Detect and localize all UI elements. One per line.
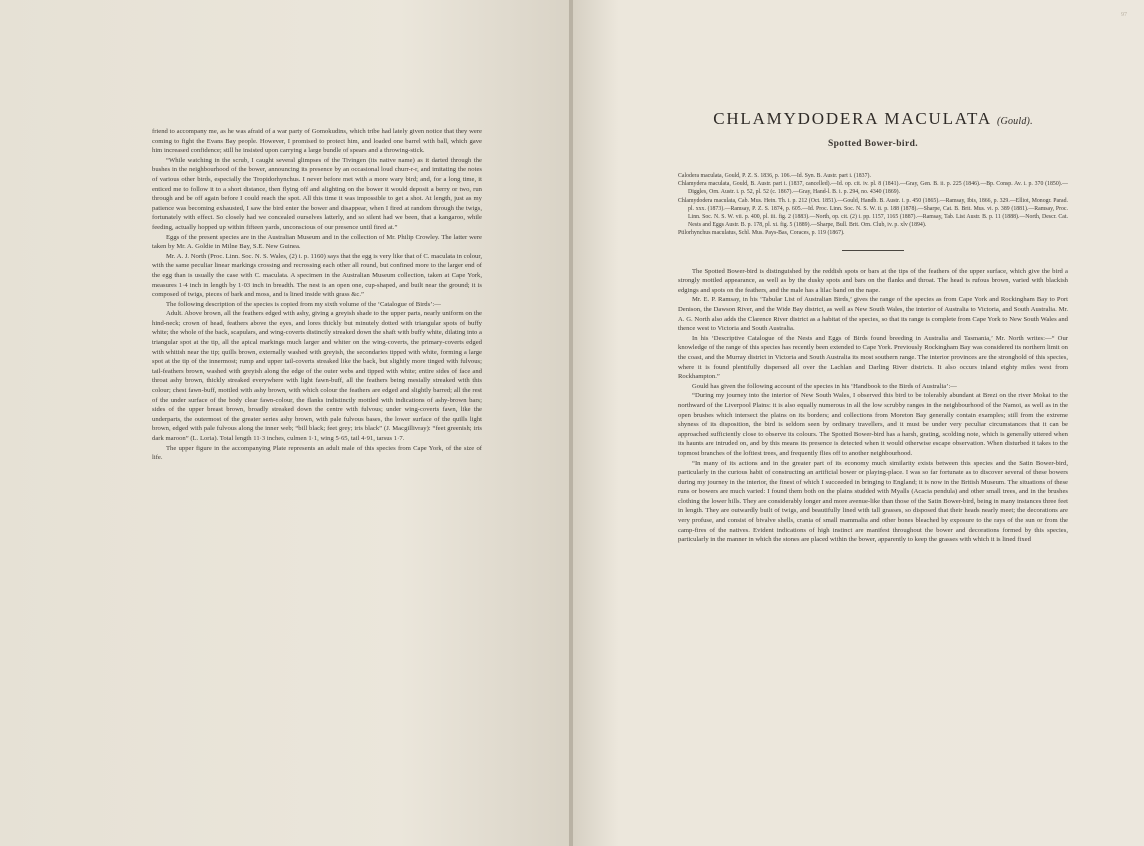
- paragraph: “During my journey into the interior of New South Wales, I observed this bird to be tolerably abundant at Brezi on the river Mokai to the northward of the Liverpool Plains: it is also equally numerous in all the low scrubby ranges in the neighbourhood of the Namoi, as well as in the open brushes which intersect the plains on its borders; and collections from Moreton Bay generally contain examples; still from the extreme shyness of its disposition, the bird is seldom seen by ordinary travellers, and it must be under very peculiar circumstances that it can be approached sufficiently close to observe its colours. The Spotted Bower-bird has a harsh, grating, scolding note, which is generally uttered when its haunts are intruded on, and by this means its presence is detected when it would otherwise escape observation. When disturbed it takes to the topmost branches of the loftiest trees, and frequently flies off to another neighbourhood.: [678, 392, 1068, 457]
- species-title: [678, 109, 1068, 129]
- synonym-entry: Ptilorhynchus maculatus, Schl. Mus. Pays-Bas, Coraces, p. 119 (1867).: [678, 230, 845, 237]
- paragraph: Eggs of the present species are in the Australian Museum and in the collection of Mr. Philip Crowley. The latter were taken by Mr. A. Goldie in Milne Bay, S.E. New Guinea.: [152, 233, 482, 251]
- paragraph: Adult. Above brown, all the feathers edged with ashy, giving a greyish shade to the upper parts, nearly uniform on the hind-neck; crown of head, feathers above the eyes, and lores thickly but minutely dotted with triangular spots of buffy white; the whole of the back, scapulars, and wing-coverts distinctly streaked down the shaft with buffy white, dilating into a triangular spot at the tip, all the apical markings much larger and whiter on the wing-coverts, the primary-coverts edged with whitish near the tip; quills brown, externally washed with greyish, the secondaries tipped with white, forming a large spot at the tip of the innermost; rump and upper tail-coverts streaked like the back, but slightly more tinged with fulvous; tail-feathers brown, washed with greyish along the edge of the outer webs and tipped with white; entire sides of face and throat ashy brown, thickly streaked everywhere with light fawn-buff, all the feathers being mesially streaked with this colour; chest fawn-buff, mottled with ashy brown, with which colour the feathers are edged and slightly barred; all the rest of the under surface of the body clear fawn-colour, the flanks indistinctly mottled with indications of ashy-brown bars; sides of the upper breast brown, broadly streaked down the centre with fulvous; under wing-coverts fawn, like the underparts, the outermost of the greater series ashy brown, with pale fulvous bases, the lower surface of the quills light brown, edged with pale fulvous along the inner web; “bill black; feet grey; iris black” (J. Macgillivray): “feet greenish; iris dark maroon” (L. Loria). Total length 11·3 inches, culmen 1·1, wing 5·65, tail 4·91, tarsus 1·7.: [152, 310, 482, 442]
- synonym-entry: Chlamydodera maculata, Cab. Mus. Hein. Th. i. p. 212 (Oct. 1851).—Gould, Handb. B. Austr. i. p. 450 (1865).—Ramsay, Ibis, 1866, p. 329.—Elliot, Monogr. Parad. pl. xxx. (1873).—Ramsay, P. Z. S. 1874, p. 605.—Id. Proc. Linn. Soc. N. S. W. ii. p. 188 (1878).—Sharpe, Cat. B. Brit. Mus. vi. p. 389 (1881).—Ramsay, Proc. Linn. Soc. N. S. W. vii. p. 400, pl. iii. fig. 2 (1883).—North, op. cit. (2) i. pp. 1157, 1165 (1887).—Ramsay, Tab. List Austr. B. p. 11 (1888).—North, Descr. Cat. Nests and Eggs Austr. B. p. 178, pl. xi. fig. 5 (1889).—Sharpe, Bull. Brit. Orn. Club, iv. p. xlv (1894).: [678, 197, 1068, 229]
- common-name: Spotted Bower-bird.: [827, 139, 919, 149]
- left-page-text: [152, 127, 482, 463]
- synonym-entry: Calodera maculata, Gould, P. Z. S. 1836, p. 106.—Id. Syn. B. Austr. part i. (1837).: [678, 173, 871, 179]
- paragraph: In his ‘Descriptive Catalogue of the Nests and Eggs of Birds found breeding in Australia and Tasmania,’ Mr. North writes:—“ Our knowledge of the range of this species has recently been extended to Cape York. Previously Rockingham Bay was considered its northern limit on the coast, and the Murray district in Victoria and South Australia its most southern range. The interior provinces are the stronghold of this species, where it is found plentifully dispersed all over the Lachlan and Darling River districts. It also occurs inland eighty miles west from Rockhampton.”: [678, 334, 1068, 381]
- paragraph: Mr. A. J. North (Proc. Linn. Soc. N. S. Wales, (2) i. p. 1160) says that the egg is very like that of C. maculata in colour, with the same peculiar linear markings crossing and recrossing each other all round, but confined more to the larger end of the egg than is usually the case with C. maculata. A specimen in the Australian Museum collection, taken at Cape York, measures 1·4 inch in length by 1·03 inch in breadth. The nest is an open one, cup-shaped, and built near the ground; it is composed of twigs, pieces of bark and moss, and is lined inside with grass &c.”: [152, 252, 482, 299]
- paragraph: friend to accompany me, as he was afraid of a war party of Gomokudins, which tribe had lately given notice that they were coming to fight the Evans Bay people. However, I promised to protect him, and loaded one barrel with ball, which gave him increased confidence; still he insisted upon carrying a large bundle of spears and a throwing-stick.: [152, 128, 482, 155]
- right-page: [573, 0, 1144, 846]
- title-block: [678, 109, 1068, 149]
- paragraph: “While watching in the scrub, I caught several glimpses of the Tivingen (its native name) as it darted through the bushes in the neighbourhood of the bower, announcing its presence by an occasional loud churr-r-r, and imitating the notes of various other birds, especially the Tropidorhynchus. I never before met with a more wary bird; and, for a long time, it enticed me to follow it to a short distance, then flying off and alighting on the bower it would deposit a berry or two, run through and be off again before I could reach the spot. All this time it was impossible to get a shot. At length, just as my patience was becoming exhausted, I saw the bird enter the bower and disappear, when I fired at random through the twigs, fortunately with effect. So closely had we concealed ourselves latterly, and so silent had we been, that a kangaroo, while feeding, actually hopped up within fifteen yards, unconscious of our presence until fired at.”: [152, 156, 482, 231]
- section-divider: [842, 250, 904, 251]
- synonymy: [678, 172, 1068, 238]
- synonym-entry: Chlamydera maculata, Gould, B. Austr. part i. (1837, cancelled).—Id. op. cit. iv. pl. 8 (1841).—Gray, Gen. B. ii. p. 225 (1846).—Bp. Consp. Av. i. p. 370 (1850).—Diggles, Orn. Austr. i. p. 52, pl. 52 (c. 1867).—Gray, Hand-l. B. i. p. 294, no. 4340 (1869).: [678, 181, 1068, 196]
- paragraph: Mr. E. P. Ramsay, in his ‘Tabular List of Australian Birds,’ gives the range of the species as from Cape York and Rockingham Bay to Port Denison, the Dawson River, and the Wide Bay district, as well as New South Wales, the interior of Australia to Victoria, and South Australia. Mr. A. G. North also adds the Clarence River district as a habitat of the species, so that its range is complete from Cape York to New South Wales and thence west to Victoria and South Australia.: [678, 296, 1068, 333]
- paragraph: Gould has given the following account of the species in his ‘Handbook to the Birds of Australia’:—: [692, 382, 957, 390]
- left-page: [0, 0, 571, 846]
- right-page-text: [678, 172, 1068, 545]
- page-number: 97: [1121, 12, 1127, 18]
- paragraph: The following description of the species is copied from my sixth volume of the ‘Catalogue of Birds’:—: [166, 300, 441, 308]
- species-author: (Gould).: [997, 116, 1033, 127]
- paragraph: The Spotted Bower-bird is distinguished by the reddish spots or bars at the tips of the feathers of the upper surface, which give the bird a strongly mottled appearance, as well as by the dusky spots and bars on the flanks and throat. The head is rufous brown, varied with blackish edgings and spots on the feathers, and the male has a lilac band on the nape.: [678, 267, 1068, 294]
- species-name: CHLAMYDODERA MACULATA: [713, 109, 991, 128]
- paragraph: “In many of its actions and in the greater part of its economy much similarity exists between this species and the Satin Bower-bird, particularly in the curious habit of constructing an artificial bower or playing-place. I was so far fortunate as to discover several of these bowers during my journey in the interior, the finest of which I succeeded in bringing to England; it is now in the British Museum. The situations of these runs or bowers are much varied: I found them both on the plains studded with Myalls (Acacia pendula) and other small trees, and in the brushes clothing the lower hills. They are considerably longer and more avenue-like than those of the Satin Bower-bird, being in many instances three feet in length. They are outwardly built of twigs, and beautifully lined with tall grasses, so disposed that their heads nearly meet; the decorations are very profuse, and consist of bivalve shells, crania of small mammalia and other bones bleached by exposure to the rays of the sun or from the camp-fires of the natives. Evident indications of high instinct are manifest throughout the bower and decorations formed by this species, particularly in the manner in which the stones are placed within the bower, apparently to keep the grasses with which it is lined fixed: [678, 459, 1068, 544]
- paragraph: The upper figure in the accompanying Plate represents an adult male of this species from Cape York, of the size of life.: [152, 444, 482, 462]
